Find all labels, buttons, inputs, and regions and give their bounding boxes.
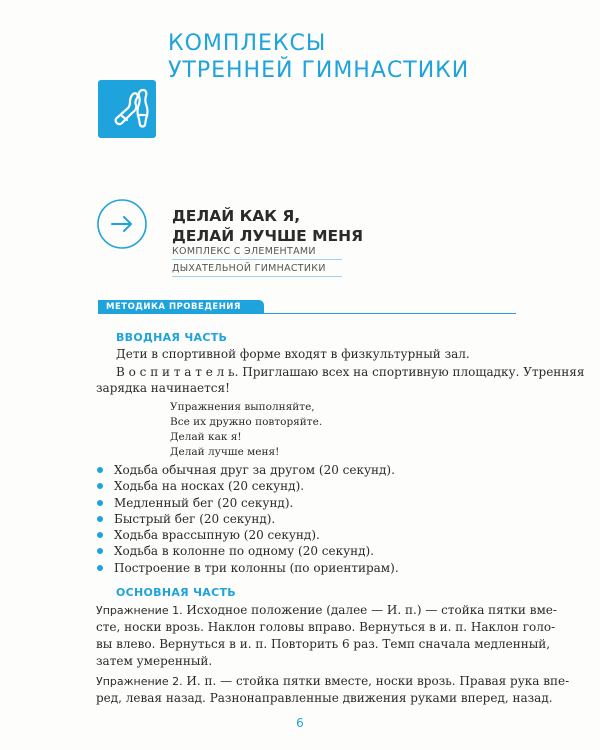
- list-item: [96, 495, 399, 511]
- list-item: [96, 478, 399, 494]
- bullet-icon: [97, 483, 103, 489]
- bullet-icon: [97, 500, 103, 506]
- warmup-list: [96, 462, 399, 576]
- section-subtitle: [172, 245, 342, 277]
- section-subtitle-line2: ДЫХАТЕЛЬНОЙ ГИМНАСТИКИ: [172, 262, 342, 277]
- intro-paragraph-2-line1: В о с п и т а т е л ь. Приглашаю всех на спортивную площадку. Утренняя: [116, 365, 585, 379]
- list-item-text: Ходьба обычная друг за другом (20 секунд).: [114, 463, 395, 477]
- list-item: [96, 543, 399, 559]
- bullet-icon: [97, 516, 103, 522]
- list-item-text: Медленный бег (20 секунд).: [114, 495, 294, 510]
- exercise-1-line4: затем умеренный.: [96, 654, 213, 668]
- chapter-badge: [98, 80, 156, 138]
- section-title-line1: ДЕЛАЙ КАК Я,: [172, 207, 301, 225]
- main-heading: ОСНОВНАЯ ЧАСТЬ: [116, 586, 236, 599]
- list-item-text: Ходьба на носках (20 секунд).: [114, 479, 305, 494]
- section-subtitle-line1: КОМПЛЕКС С ЭЛЕМЕНТАМИ: [172, 245, 342, 260]
- list-item: [96, 462, 399, 478]
- list-item-text: Ходьба врассыпную (20 секунд).: [114, 528, 320, 543]
- bullet-icon: [97, 467, 103, 473]
- exercise-1-label: Упражнение 1.: [96, 604, 183, 617]
- intro-heading: ВВОДНАЯ ЧАСТЬ: [116, 331, 228, 344]
- poem: [170, 400, 322, 460]
- arrow-right-icon: [96, 198, 148, 250]
- method-bar: [98, 300, 516, 314]
- chapter-title: [168, 30, 469, 84]
- section-title-line2: ДЕЛАЙ ЛУЧШЕ МЕНЯ: [172, 227, 364, 245]
- bullet-icon: [97, 565, 103, 571]
- exercise-2-line2: ред, левая назад. Разнонаправленные движения руками вперед, назад.: [96, 691, 553, 705]
- page-number: 6: [296, 716, 304, 730]
- method-label: МЕТОДИКА ПРОВЕДЕНИЯ: [106, 302, 241, 312]
- list-item-text: Быстрый бег (20 секунд).: [114, 511, 276, 526]
- method-divider: [98, 313, 516, 314]
- list-item: [96, 527, 399, 543]
- exercise-1-text: Исходное положение (далее — И. п.) — стойка пятки вме-: [182, 603, 557, 617]
- list-item: [96, 560, 399, 576]
- poem-line: Делай как я!: [170, 431, 242, 443]
- list-item-text: Построение в три колонны (по ориентирам).: [114, 560, 399, 575]
- exercise-1-line1: [96, 602, 557, 620]
- bullet-icon: [97, 532, 103, 538]
- pins-icon: [98, 80, 156, 138]
- section-title: [172, 206, 363, 246]
- exercise-2-line1: [96, 673, 569, 691]
- list-item: [96, 511, 399, 527]
- exercise-2-text: И. п. — стойка пятки вместе, носки врозь. Правая рука впе-: [182, 674, 570, 688]
- exercise-2-label: Упражнение 2.: [96, 675, 183, 688]
- poem-line: Упражнения выполняйте,: [170, 401, 315, 413]
- bullet-icon: [97, 548, 103, 554]
- chapter-title-line1: КОМПЛЕКСЫ: [168, 31, 327, 56]
- exercise-1-line2: сте, носки врозь. Наклон головы вправо. Вернуться в и. п. Наклон голо-: [96, 620, 556, 634]
- exercise-1-line3: вы влево. Вернуться в и. п. Повторить 6 раз. Темп сначала медленный,: [96, 637, 551, 651]
- chapter-title-line2: УТРЕННЕЙ ГИМНАСТИКИ: [168, 58, 470, 83]
- poem-line: Делай лучше меня!: [170, 446, 280, 458]
- list-item-text: Ходьба в колонне по одному (20 секунд).: [114, 544, 375, 559]
- poem-line: Все их дружно повторяйте.: [170, 416, 323, 428]
- intro-paragraph-1: Дети в спортивной форме входят в физкультурный зал.: [116, 347, 470, 361]
- section-arrow-badge: [96, 198, 148, 250]
- intro-paragraph-2-line2: зарядка начинается!: [96, 381, 230, 395]
